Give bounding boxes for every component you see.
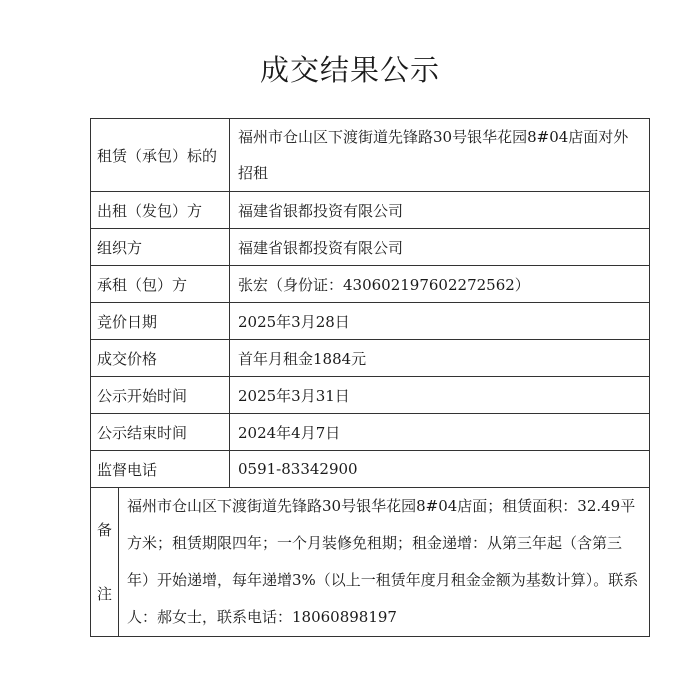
table-row-lessee [91, 266, 650, 303]
row-value: 福建省银都投资有限公司 [230, 192, 650, 229]
table-row-bid-date [91, 303, 650, 340]
row-value: 2025年3月31日 [230, 377, 650, 414]
table-row-publicity-start [91, 377, 650, 414]
row-label: 组织方 [91, 229, 230, 266]
row-value: 福州市仓山区下渡街道先锋路30号银华花园8#04店面对外招租 [230, 119, 650, 192]
row-value: 2024年4月7日 [230, 414, 650, 451]
row-label: 租赁（承包）标的 [91, 119, 230, 192]
table-row-hotline [91, 451, 650, 488]
table-row-lessor [91, 192, 650, 229]
remarks-label-top: 备 [96, 521, 112, 539]
row-label: 竞价日期 [91, 303, 230, 340]
row-label: 成交价格 [91, 340, 230, 377]
row-label: 公示结束时间 [91, 414, 230, 451]
table-row-organizer [91, 229, 650, 266]
page-title: 成交结果公示 [259, 53, 440, 87]
remarks-label-cell [91, 488, 119, 637]
remarks-text: 福州市仓山区下渡街道先锋路30号银华花园8#04店面；租赁面积：32.49平方米；租赁期限四年；一个月装修免租期；租金递增：从第三年起（含第三年）开始递增，每年递增3%（以上一租赁年度月租金金额为基数计算）。联系人：郝女士，联系电话：18060898197 [119, 488, 650, 637]
table-row-lease-target [91, 119, 650, 192]
remarks-label-bottom: 注 [96, 585, 112, 603]
result-table [90, 118, 650, 637]
row-label: 承租（包）方 [91, 266, 230, 303]
row-value: 张宏（身份证：430602197602272562） [230, 266, 650, 303]
row-value: 0591-83342900 [230, 451, 650, 488]
row-label: 出租（发包）方 [91, 192, 230, 229]
row-value: 2025年3月28日 [230, 303, 650, 340]
table-row-publicity-end [91, 414, 650, 451]
row-label: 监督电话 [91, 451, 230, 488]
table-row-price [91, 340, 650, 377]
table-row-remarks [91, 488, 650, 637]
row-label: 公示开始时间 [91, 377, 230, 414]
row-value: 福建省银都投资有限公司 [230, 229, 650, 266]
row-value: 首年月租金1884元 [230, 340, 650, 377]
